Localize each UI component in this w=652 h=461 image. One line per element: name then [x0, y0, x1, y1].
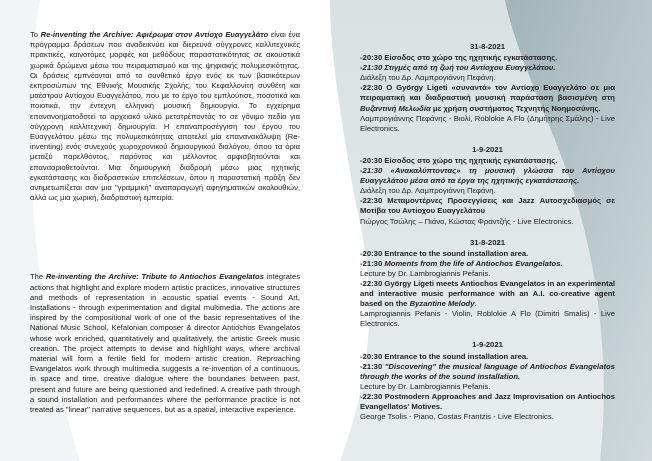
- english-project-title: Re-inventing the Archive: Tribute to Antiochos Evangelatos: [45, 272, 264, 282]
- program-line: Διάλεξη του Δρ. Λαμπρογιάννη Πεφάνη.: [360, 73, 496, 83]
- english-program-day-1: [360, 238, 615, 330]
- program-line: -21:30 «Ανακαλύπτοντας» τη μουσική γλώσσα του Αντίοχου Ευαγγελάτου μέσα από τα έργα της ηχητικής εγκατάστασης.: [360, 166, 615, 186]
- program-line: -22:30 György Ligeti meets Antiochos Evangelatos in an experimental and interactive music performance with an A.I. co-creative agent based on the Byzantine Melody.: [360, 278, 615, 309]
- greek-program-day-1: [360, 42, 615, 134]
- date: 31-8-2021: [469, 42, 506, 51]
- program-line: Γιώργος Τσώλης – Πιάνο, Κώστας Φραντζής - Live Electronics.: [360, 216, 574, 226]
- program-line: -20:30 Είσοδος στο χώρο της ηχητικής εγκατάστασης.: [360, 155, 558, 165]
- program-line: Lamprogiannis Pefanis - Violin, Roblokie A Flo (Dimitri Smalis) - Live Electronics.: [360, 309, 615, 329]
- left-column: [30, 30, 300, 415]
- program-line: Λαμπρογιάννης Πεφάνης - Βιολί, Roblokie A Flo (Δημήτρης Σμάλης) - Live Electronics.: [360, 113, 615, 133]
- english-description: The Re-inventing the Archive: Tribute to Antiochos Evangelatos integrates actions that highlight and explore modern artistic practices, innovative structures and methods of representation in acoustic spatial events - Sound Art, Installations - through experimentation and digital multimedia. The actions are inspired by the compositional work of one of the basic representatives of the National Music School, Kefalonian composer & director Antiochos Evangelatos whose work enriched, quantitatively and qualitatively, the artistic Greek music creation. The project attempts to devise and highlight ways, where archival material will form a fertile field for modern artistic creation. Reproaching Evangelatos work through multimedia suggests a re-invention of a continuous, in space and time, creative dialogue where the boundaries between past, present and future are being questioned and redefined. A creative path through a sound installation and performances where the performance practice is not treated as "linear" narrative sequences, but as a spatial, interactive experience.: [30, 272, 301, 415]
- program-line: Διάλεξη του Δρ. Λαμπρογιάννη Πεφάνη.: [360, 186, 496, 196]
- date: 1-9-2021: [472, 144, 503, 154]
- program-line: Lecture by Dr. Lambrogiannis Pefanis.: [360, 268, 491, 278]
- greek-project-title: Re-inventing the Archive: Αφιέρωμα στον Αντίοχο Ευαγγελάτο: [40, 30, 269, 39]
- program-line: -20:30 Entrance to the sound installation area.: [360, 351, 529, 361]
- program-line: -20:30 Entrance to the sound installation area.: [360, 248, 529, 258]
- date: 1-9-2021: [472, 340, 503, 350]
- program-line: -20:30 Είσοδος στο χώρο της ηχητικής εγκατάστασης.: [360, 53, 558, 63]
- program-line: -21:30 "Discovering" the musical language of Antiochos Evangelatos through the works of the sound installation.: [360, 361, 616, 381]
- program-line: -22:30 O György Ligeti «συναντά» τον Αντίοχο Ευαγγελάτο σε μια πειραματική και διαδραστική μουσική παράσταση βασισμένη στη Βυζαντινή Μελωδία με χρήση συστήματος Τεχνητής Νοημοσύνης.: [360, 83, 615, 113]
- program-line: -22:30 Μεταμοντέρνες Προσεγγίσεις και Jazz Αυτοσχεδιασμός σε Μοτίβα του Αντίοχου Ευαγγελάτου: [360, 196, 615, 216]
- program-line: George Tsolis - Piano, Costas Frantzis - Live Electronics.: [360, 412, 554, 422]
- english-program-day-2: [360, 340, 615, 422]
- greek-description: Το Re-inventing the Archive: Αφιέρωμα στον Αντίοχο Ευαγγελάτο είναι ένα πρόγραμμα δράσεων που αναδεικνύει και διερευνά σύγχρονες καλλιτεχνικές πρακτικές, καινοτόμες μορφές και μεθόδους παραστατικότητας σε ακουστικά χωρικά δρώμενα μέσω του πειραματισμού και της ψηφιακής πολυμεσικότητας. Οι δράσεις εμπνέονται από το συνθετικό έργο ενός εκ των βασικότερων εκπροσώπων της Εθνικής Μουσικής Σχολής, του Κεφαλλονίτη συνθέτη και μαέστρου Αντίοχου Ευαγγελάτου, που με το έργο του εμπλούτισε, ποσοτικά και ποιοτικά, την έντεχνη ελληνική μουσική δημιουργία. Το εγχείρημα επανανοηματοδοτεί το αρχειακό υλικό μετατρέποντάς το σε γόνιμο πεδίο για σύγχρονη καλλιτεχνική δημιουργία. Η επαναπροσέγγιση του έργου του Ευαγγελάτου μέσω της πολυμεσικότητας αποτελεί μία επανανακάλυψη (Re-inventing) ενός συνεχούς χωροχρονικού δημιουργικού διαλόγου, όπου τα όρια μεταξύ παρελθόντος, παρόντος και μέλλοντος αμφισβητούνται και επαναοριοθετούνται. Μια δημιουργική διαδρομή μέσω μιας ηχητικής εγκατάστασης και διαδραστικών επιτελέσεων, όπου η παραστατική πράξη δεν αντιμετωπίζεται σαν μια "γραμμική" αναπαραγωγή αφηγηματικών ακολουθιών, αλλά ως μια χωρική, διαδραστική εμπειρία.: [30, 30, 300, 203]
- program-line: -21:30 Moments from the life of Antiochos Evangelatos.: [360, 258, 563, 268]
- right-column-program: [360, 42, 615, 433]
- program-line: -22:30 Postmodern Approaches and Jazz Improvisation on Antiochos Evangellatos' Motives.: [360, 391, 615, 411]
- program-line: Lecture by Dr. Lambrogiannis Pefanis.: [360, 381, 491, 391]
- date: 31-8-2021: [469, 237, 506, 247]
- greek-program-day-2: [360, 145, 615, 227]
- program-line: -21:30 Στιγμές από τη ζωή του Αντίοχου Ευαγγελάτου.: [360, 63, 556, 73]
